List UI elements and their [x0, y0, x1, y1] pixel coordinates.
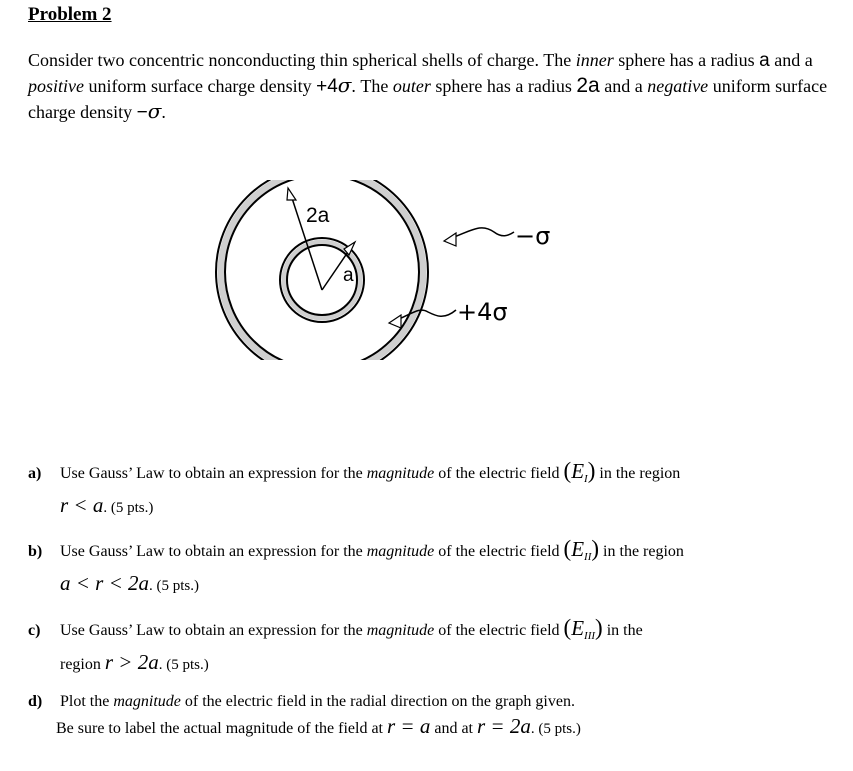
concentric-shells-figure — [200, 180, 600, 360]
question-d-math-1: r = a — [387, 714, 431, 738]
label-minus-sigma: −σ — [515, 222, 551, 250]
question-a-math: r < a — [60, 493, 104, 518]
question-d-label: d) — [28, 693, 43, 710]
radius-arrowhead-2a — [287, 188, 296, 200]
problem-statement: Consider two concentric nonconducting thin spherical shells of charge. The inner sphere has a radius a and a positive uniform surface charge density +4σ. The outer sphere has a radius 2a and a negative uniform surface charge density −σ. — [28, 50, 828, 123]
question-d: d) Plot the magnitude of the electric field in the radial direction on the graph given. Be sure to label the actual magnitude of the field at r = a and at r = 2a. (5 pts.) — [28, 690, 828, 741]
leader-inner-arrowhead — [389, 315, 401, 328]
question-b-math: a < r < 2a — [60, 571, 150, 596]
question-c-label: c) — [28, 622, 41, 639]
question-b: b) Use Gauss’ Law to obtain an expression for the magnitude of the electric field $(E_{II})$ in the region a < r < 2a. (5 pts.) — [28, 536, 684, 596]
label-2a: 2a — [306, 204, 330, 227]
label-a: a — [343, 265, 354, 286]
problem-title: Problem 2 — [28, 4, 112, 25]
question-a: a) Use Gauss’ Law to obtain an expression for the magnitude of the electric field $(E_I)$ in the region r < a. (5 pts.) — [28, 458, 681, 518]
leader-outer-arrowhead — [444, 233, 456, 246]
question-c-math: r > 2a — [104, 650, 159, 675]
question-b-label: b) — [28, 543, 43, 560]
question-a-label: a) — [28, 465, 42, 482]
question-d-math-2: r = 2a — [477, 714, 531, 738]
question-c: c) Use Gauss’ Law to obtain an expression for the magnitude of the electric field $(E_{III})$ in the region r > 2a. (5 pts.) — [28, 615, 643, 675]
label-plus-4sigma: +4σ — [457, 298, 508, 326]
